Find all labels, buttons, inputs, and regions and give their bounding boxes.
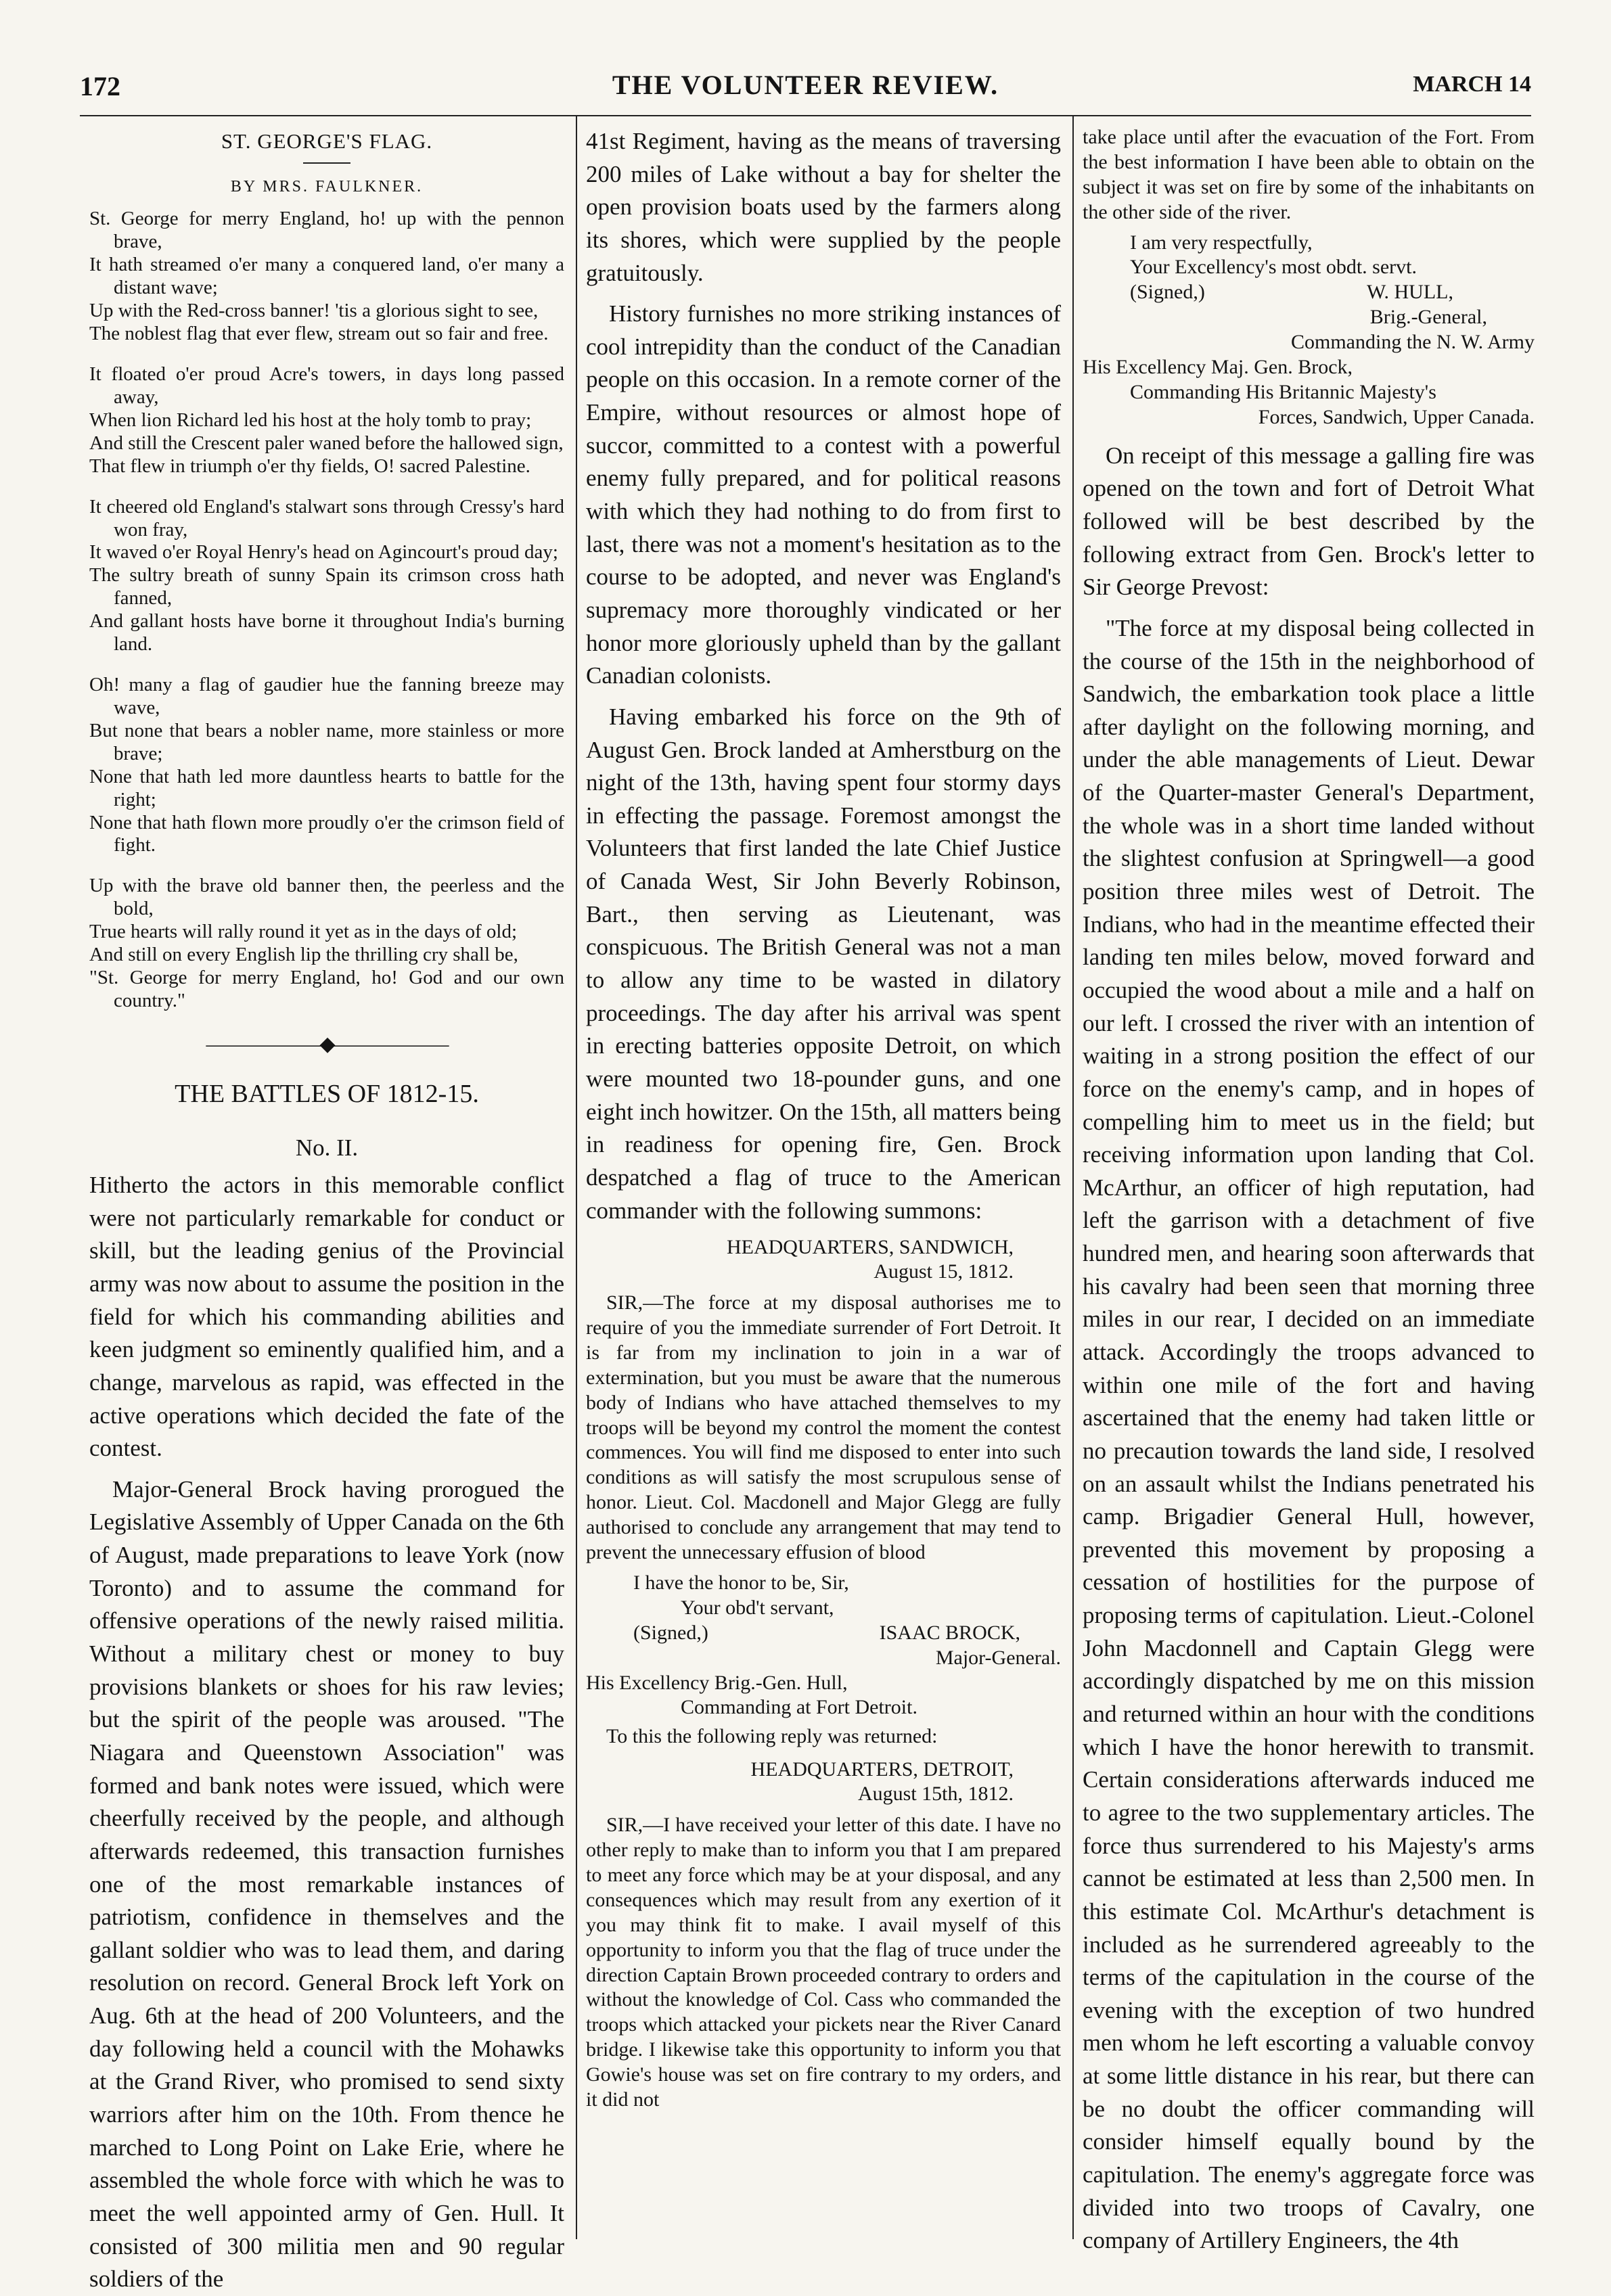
signature-row	[1083, 280, 1535, 305]
title-rule	[303, 162, 350, 164]
addressee: His Excellency Brig.-Gen. Hull,	[586, 1671, 848, 1694]
column-3	[1083, 125, 1535, 2254]
reply-intro-block	[586, 1724, 1061, 1749]
poem-stanza	[89, 363, 564, 478]
poem-byline: BY MRS. FAULKNER.	[230, 178, 424, 196]
paragraph: Major-General Brock having prorogued the Legislative Assembly of Upper Canada on the 6th of August, made preparations to leave York (now Toronto) and to assume the command for offensive operations of the newly raised militia. Without a military chest or money to buy provisions blankets or shoes for his raw levies; but the spirit of the people was aroused. "The Niagara and Queenstown Association" was formed and bank notes were issued, which were cheerfully received by the people, and although afterwards redeemed, this transaction furnishes one of the most remarkable instances of patriotism, confidence in themselves and the gallant soldier who was to lead them, and daring resolution on record. General Brock left York on Aug. 6th at the head of 200 Volunteers, and the day following held a council with the Mohawks at the Grand River, who promised to send sixty warriors after him on the 10th. From thence he marched to Long Point on Lake Erie, where he assembled the whole force with which he was to meet the well appointed army of Gen. Hull. It consisted of 300 militia men and 90 regular soldiers of the	[89, 1475, 564, 2293]
poem-title: ST. GEORGE'S FLAG.	[221, 129, 433, 153]
letter-signature	[586, 1571, 1061, 1720]
poem-stanza	[89, 496, 564, 656]
signed-label: (Signed,)	[1130, 281, 1205, 304]
paragraph: History furnishes no more striking instances of cool intrepidity than the conduct of the Canadian people on this occasion. In a remote corner of the Empire, without resources or almost hope of succor, committed to a contest with a powerful enemy fully prepared, and for political reasons with which they had nothing to do from first to last, there was not a moment's hesitation as to the course to be adopted, and never was England's supremacy more thoroughly vindicated or her honor more gloriously upheld than by the gallant Canadian colonists.	[586, 300, 1061, 689]
poem-stanza	[89, 674, 564, 857]
poem-line: It hath streamed o'er many a conquered land, o'er many a distant wave;	[89, 254, 564, 299]
addressee: His Excellency Maj. Gen. Brock,	[1083, 356, 1353, 379]
column-divider-1	[576, 115, 577, 2239]
paragraph: To this the following reply was returned:	[606, 1725, 938, 1748]
article-number: No. II.	[295, 1134, 359, 1162]
poem-line: "St. George for merry England, ho! God and our own country."	[89, 967, 564, 1012]
page-number: 172	[80, 71, 120, 101]
paragraph: Having embarked his force on the 9th of August Gen. Brock landed at Amherstburg on the night of the 13th, having spent four stormy days in effecting the passage. Foremost amongst the Volunteers that first landed the late Chief Justice of Canada West, Sir John Beverly Robinson, Bart., then serving as Lieutenant, was conspicuous. The British General was not a man to allow any time to be wasted in dilatory proceedings. The day after his arrival was spent in erecting batteries opposite Detroit, on which were mounted two 18-pounder guns, and one eight inch howitzer. On the 15th, all matters being in readiness for opening fire, Gen. Brock despatched a flag of truce to the American commander with the following summons:	[586, 703, 1061, 1224]
closing: Your Excellency's most obdt. servt.	[1130, 256, 1417, 279]
poem-line: True hearts will rally round it yet as in the days of old;	[89, 921, 517, 943]
paragraph: "The force at my disposal being collected in the course of the 15th in the neighborhood of Sandwich, the embarkation took place a little after daylight on the following morning, and under the able managements of Lieut. Dewar of the Quarter-master General's Department, the whole was in a short time landed without the slightest confusion at Springwell—a good position three miles west of Detroit. The Indians, who had in the meantime effected their landing ten miles below, moved forward and occupied the wood about a mile and a half on our left. I crossed the river with an intention of waiting in a strong position the effect of our force on the enemy's camp, and in hopes of compelling him to meet us in the field; but receiving information upon landing that Col. McArthur, an officer of high reputation, had left the garrison with a detachment of five hundred men, and hearing soon afterwards that his cavalry had been seen that morning three miles in our rear, I decided on an immediate attack. Accordingly the troops advanced to within one mile of the fort and having ascertained that the enemy had taken little or no precaution towards the land side, I resolved on an assault whilst the Indians penetrated his camp. Brigadier General Hull, however, prevented this movement by proposing a cessation of hostilities for the purpose of proposing terms of capitulation. Lieut.-Colonel John Macdonnell and Captain Glegg were accordingly dispatched by me on this mission and returned within an hour with the conditions which I have the honor herewith to transmit. Certain considerations afterwards induced me to agree to the two supplementary articles. The force thus surrendered to his Majesty's arms cannot be estimated at less than 2,500 men. In this estimate Col. McArthur's detachment is included as he surrendered agreeably to the terms of the capitulation in the course of the evening with the exception of two hundred men whom he left escorting a valuable convoy at some little distance in his rear, but there can be no doubt the officer commanding will consider himself equally bound by the capitulation. The enemy's aggregate force was divided into two troops of Cavalry, one company of Artillery Engineers, the 4th	[1083, 614, 1535, 2254]
signed-label: (Signed,)	[633, 1621, 708, 1644]
column-divider-2	[1072, 115, 1074, 2239]
header-rule	[80, 115, 1531, 116]
letter-body	[586, 1813, 1061, 2113]
journal-title: THE VOLUNTEER REVIEW.	[612, 70, 999, 100]
signer-command: Commanding the N. W. Army	[1291, 331, 1535, 354]
poem-body	[89, 208, 564, 1013]
addressee: Commanding at Fort Detroit.	[681, 1696, 917, 1719]
section-ornament: ——————◆——————	[206, 1032, 448, 1055]
letter-body	[586, 1291, 1061, 1565]
poem-stanza	[89, 208, 564, 346]
signer-rank: Major-General.	[935, 1646, 1061, 1669]
letter-place: HEADQUARTERS, SANDWICH,	[726, 1236, 1014, 1259]
letter-heading	[586, 1758, 1061, 1806]
poem-stanza	[89, 875, 564, 1013]
addressee: Commanding His Britannic Majesty's	[1130, 380, 1436, 403]
column-2	[586, 125, 1061, 2236]
poem-line: And gallant hosts have borne it throughout India's burning land.	[89, 610, 564, 656]
poem-line: The sultry breath of sunny Spain its crimson cross hath fanned,	[89, 564, 564, 610]
addressee: Forces, Sandwich, Upper Canada.	[1258, 405, 1535, 428]
poem-line: It floated o'er proud Acre's towers, in days long passed away,	[89, 363, 564, 408]
poem-line: That flew in triumph o'er thy fields, O! sacred Palestine.	[89, 455, 530, 477]
closing: I have the honor to be, Sir,	[633, 1571, 849, 1594]
page-header	[80, 65, 1531, 119]
paragraph: Hitherto the actors in this memorable conflict were not particularly remarkable for conduct or skill, but the leading genius of the Provincial army was now about to assume the position in the field for which his commanding abilities and keen judgment so eminently qualified him, and a change, marvelous as rapid, was effected in the active operations which decided the fate of the contest.	[89, 1172, 564, 1462]
letter-body-continued	[1083, 125, 1535, 225]
signer-name: ISAAC BROCK,	[879, 1621, 1020, 1644]
paragraph: On receipt of this message a galling fire was opened on the town and fort of Detroit What followed will be best described by the following extract from Gen. Brock's letter to Sir George Prevost:	[1083, 442, 1535, 601]
poem-line: And still on every English lip the thrilling cry shall be,	[89, 944, 518, 966]
closing: I am very respectfully,	[1130, 231, 1313, 254]
article-title: THE BATTLES OF 1812-15.	[175, 1079, 479, 1108]
issue-date: MARCH 14	[1413, 72, 1531, 97]
closing: Your obd't servant,	[681, 1596, 834, 1619]
poem-line: St. George for merry England, ho! up with the pennon brave,	[89, 208, 564, 253]
letter-date: August 15th, 1812.	[857, 1783, 1014, 1806]
poem-line: None that hath flown more proudly o'er the crimson field of fight.	[89, 811, 564, 856]
letter-heading	[586, 1235, 1061, 1284]
paragraph: SIR,—The force at my disposal authorises me to require of you the immediate surrender of Fort Detroit. It is far from my inclination to join in a war of extermination, but you must be aware that the numerous body of Indians who have attached themselves to my troops will be beyond my control the moment the contest commences. You will find me disposed to enter into such conditions as will satisfy the most scrupulous sense of honor. Lieut. Col. Macdonell and Major Glegg are fully authorised to conclude any arrangement that may tend to prevent the unnecessary effusion of blood	[586, 1291, 1061, 1564]
letter-date: August 15, 1812.	[873, 1260, 1014, 1283]
signer-name: W. HULL,	[1366, 281, 1453, 304]
poem-line: When lion Richard led his host at the holy tomb to pray;	[89, 409, 532, 431]
poem-line: Up with the Red-cross banner! 'tis a glorious sight to see,	[89, 300, 539, 322]
letter-signature	[1083, 231, 1535, 430]
column-1	[89, 125, 564, 2293]
poem-line: But none that bears a nobler name, more stainless or more brave;	[89, 719, 564, 764]
poem-line: It cheered old England's stalwart sons through Cressy's hard won fray,	[89, 495, 564, 541]
poem-line: Oh! many a flag of gaudier hue the fanning breeze may wave,	[89, 674, 564, 718]
poem-line: It waved o'er Royal Henry's head on Agincourt's proud day;	[89, 541, 558, 564]
paragraph: 41st Regiment, having as the means of traversing 200 miles of Lake without a bay for shelter the open provision boats used by the farmers along its shores, which were supplied by the people gratuitously.	[586, 128, 1061, 286]
signer-rank: Brig.-General,	[1369, 306, 1487, 329]
poem-line: The noblest flag that ever flew, stream out so fair and free.	[89, 323, 549, 345]
paragraph: take place until after the evacuation of the Fort. From the best information I have been able to obtain on the subject it was set on fire by some of the inhabitants on the other side of the river.	[1083, 126, 1535, 223]
signature-row	[586, 1621, 1061, 1646]
poem-line: And still the Crescent paler waned before the hallowed sign,	[89, 432, 564, 454]
poem-line: Up with the brave old banner then, the peerless and the bold,	[89, 875, 564, 920]
letter-place: HEADQUARTERS, DETROIT,	[750, 1758, 1014, 1781]
paragraph: SIR,—I have received your letter of this date. I have no other reply to make than to inform you that I am prepared to meet any force which may be at your disposal, and any consequences which may result from any exertion of it you may think fit to make. I avail myself of this opportunity to inform you that the flag of truce under the direction Captain Brown proceeded contrary to orders and without the knowledge of Col. Cass who commanded the troops which attacked your pickets near the River Canard bridge. I likewise take this opportunity to inform you that Gowie's house was set on fire contrary to my orders, and it did not	[586, 1814, 1061, 2111]
poem-line: None that hath led more dauntless hearts to battle for the right;	[89, 765, 564, 810]
